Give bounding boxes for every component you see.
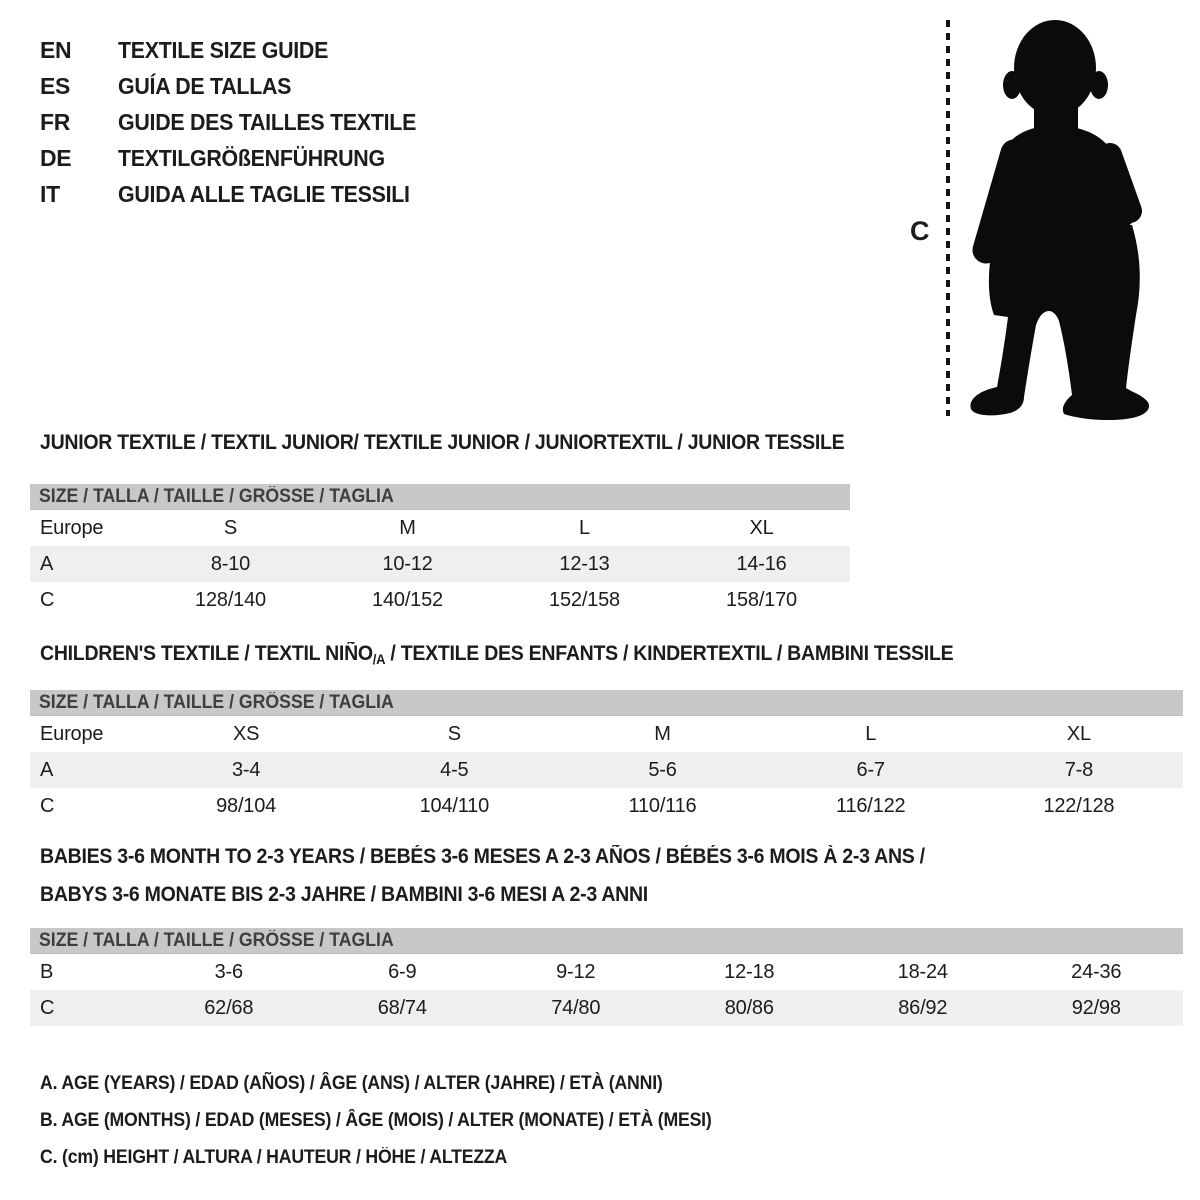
nino-a-subscript: /A (372, 651, 386, 667)
size-cell: 4-5 (440, 759, 469, 781)
size-cell: 104/110 (419, 795, 490, 817)
babies-height-row (30, 990, 1183, 1026)
col-header: L (865, 723, 877, 745)
legend-age-years: A. AGE (YEARS) / EDAD (AÑOS) / ÂGE (ANS) / ALTER (JAHRE) / ETÀ (ANNI) (40, 1073, 663, 1094)
size-cell: 12-18 (724, 961, 775, 983)
size-cell: 62/68 (204, 997, 254, 1019)
size-header-band: SIZE / TALLA / TAILLE / GRÖSSE / TAGLIA (30, 928, 1183, 954)
babies-section-title: BABIES 3-6 MONTH TO 2-3 YEARS / BEBÉS 3-6 MESES A 2-3 AÑOS / BÉBÉS 3-6 MOIS À 2-3 ANS / BABYS 3-6 MONATE BIS 2-3 JAHRE / BAMBINI 3-6 MESI A 2-3 ANNI (40, 845, 925, 906)
legend-height-cm: C. (cm) HEIGHT / ALTURA / HAUTEUR / HÖHE / ALTEZZA (40, 1147, 508, 1168)
col-header: M (654, 723, 671, 745)
size-cell: 3-4 (231, 759, 261, 781)
col-header: S (223, 517, 238, 539)
size-cell: 98/104 (216, 795, 277, 817)
guide-title-it: GUIDA ALLE TAGLIE TESSILI (118, 181, 410, 207)
region-label: Europe (40, 723, 104, 745)
col-header: XL (749, 517, 774, 539)
children-size-table (30, 690, 1183, 824)
col-header: S (447, 723, 461, 745)
height-measure-label: C (910, 216, 930, 246)
junior-section-title: JUNIOR TEXTILE / TEXTIL JUNIOR/ TEXTILE JUNIOR / JUNIORTEXTIL / JUNIOR TESSILE (40, 431, 845, 454)
size-header-band: SIZE / TALLA / TAILLE / GRÖSSE / TAGLIA (30, 690, 1183, 716)
col-header: XS (232, 723, 260, 745)
height-measure-dashed-line (946, 20, 950, 416)
size-cell: 12-13 (559, 553, 610, 575)
size-cell: 6-9 (388, 961, 417, 983)
babies-age-row (30, 954, 1183, 990)
language-row-fr (40, 104, 439, 140)
language-code: FR (40, 109, 71, 135)
language-row-de (40, 140, 439, 176)
size-cell: 7-8 (1064, 759, 1094, 781)
toddler-silhouette-icon (960, 15, 1170, 420)
size-cell: 86/92 (898, 997, 948, 1019)
col-header: XL (1066, 723, 1091, 745)
size-cell: 8-10 (210, 553, 251, 575)
size-cell: 140/152 (372, 589, 443, 611)
size-cell: 152/158 (549, 589, 620, 611)
row-label: A (40, 553, 54, 575)
size-cell: 68/74 (377, 997, 427, 1019)
size-cell: 14-16 (736, 553, 787, 575)
row-label: B (40, 961, 54, 983)
size-cell: 10-12 (382, 553, 433, 575)
size-cell: 116/122 (836, 795, 906, 817)
row-label: C (40, 997, 55, 1019)
language-row-en (40, 32, 439, 68)
language-row-es (40, 68, 439, 104)
legend-age-months: B. AGE (MONTHS) / EDAD (MESES) / ÂGE (MOIS) / ALTER (MONATE) / ETÀ (MESI) (40, 1110, 712, 1131)
language-code: DE (40, 145, 72, 171)
size-cell: 80/86 (724, 997, 774, 1019)
size-cell: 158/170 (726, 589, 797, 611)
junior-age-row (30, 546, 850, 582)
junior-height-row (30, 582, 850, 618)
language-code: IT (40, 181, 60, 207)
size-cell: 74/80 (551, 997, 601, 1019)
row-label: C (40, 589, 55, 611)
row-label: C (40, 795, 55, 817)
babies-size-table (30, 928, 1183, 1026)
measurement-legend (40, 1065, 762, 1176)
size-cell: 9-12 (556, 961, 596, 983)
region-label: Europe (40, 517, 104, 539)
size-cell: 3-6 (214, 961, 243, 983)
size-cell: 6-7 (856, 759, 885, 781)
children-section-title: CHILDREN'S TEXTILE / TEXTIL $NIÑO_{/A}$ / TEXTILE DES ENFANTS / KINDERTEXTIL / BAMBINI TESSILE (40, 642, 954, 667)
size-cell: 122/128 (1043, 795, 1115, 817)
col-header: M (399, 517, 416, 539)
junior-size-table (30, 484, 850, 618)
children-column-header-row (30, 716, 1183, 752)
language-row-it (40, 176, 439, 212)
junior-column-header-row (30, 510, 850, 546)
guide-title-es: GUÍA DE TALLAS (118, 73, 292, 99)
size-cell: 5-6 (648, 759, 677, 781)
row-label: A (40, 759, 54, 781)
col-header: L (579, 517, 590, 539)
size-cell: 110/116 (628, 795, 697, 817)
size-cell: 18-24 (897, 961, 948, 983)
children-height-row (30, 788, 1183, 824)
children-age-row (30, 752, 1183, 788)
language-code: EN (40, 37, 72, 63)
language-code: ES (40, 73, 71, 99)
size-cell: 92/98 (1071, 997, 1121, 1019)
size-cell: 24-36 (1071, 961, 1122, 983)
guide-title-de: TEXTILGRÖßENFÜHRUNG (118, 145, 385, 171)
guide-title-en: TEXTILE SIZE GUIDE (118, 37, 329, 63)
size-header-band: SIZE / TALLA / TAILLE / GRÖSSE / TAGLIA (30, 484, 850, 510)
size-cell: 128/140 (195, 589, 266, 611)
guide-title-fr: GUIDE DES TAILLES TEXTILE (118, 109, 417, 135)
language-list (40, 32, 439, 212)
